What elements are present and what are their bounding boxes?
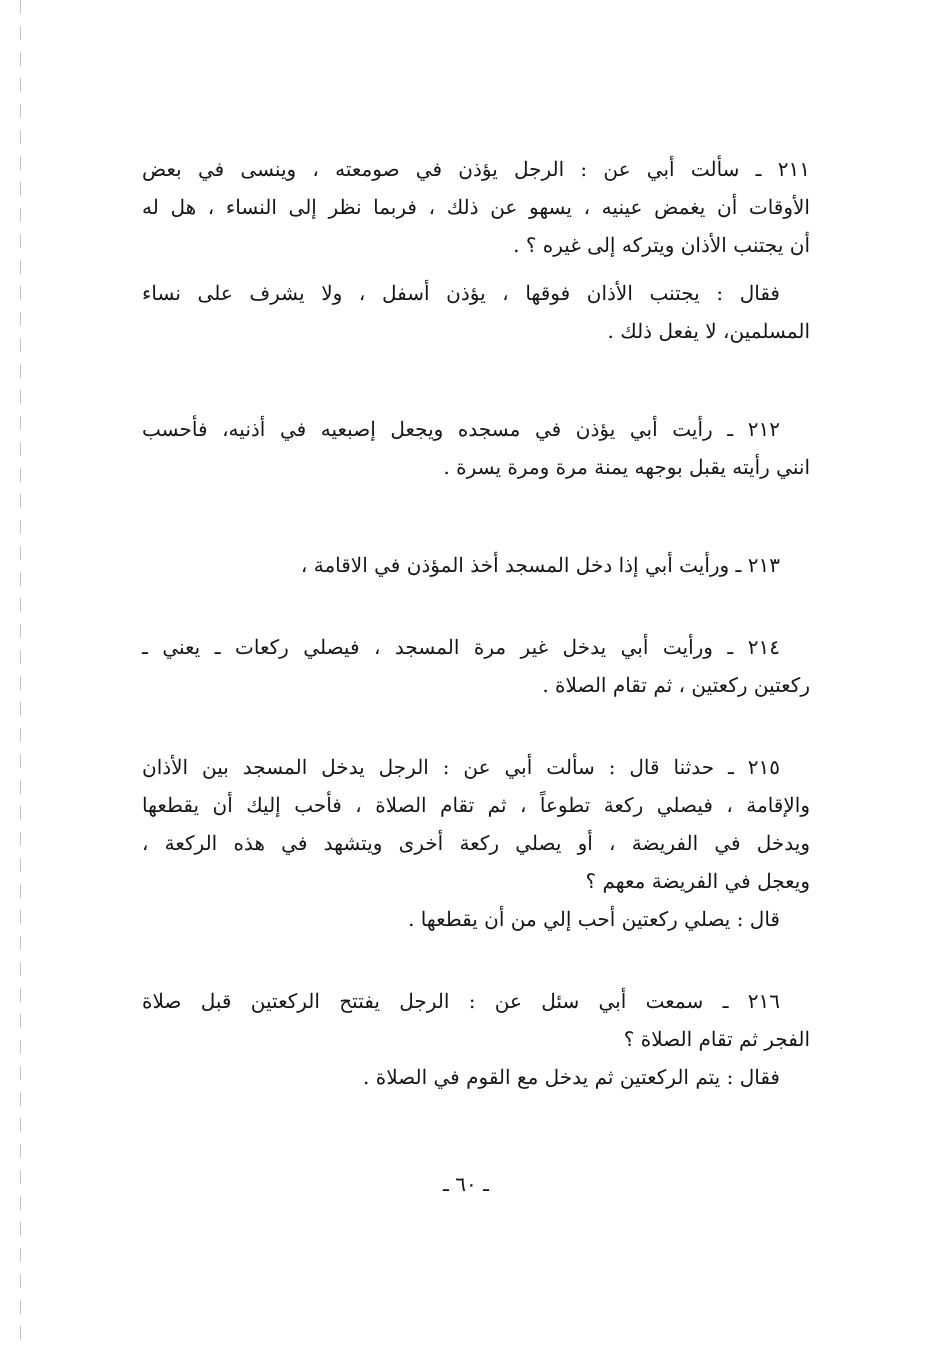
entry-211-answer-line-1: فقال : يجتنب الأذان فوقها ، يؤذن أسفل ، ولا يشرف على نساء (142, 281, 780, 305)
entry-216-line-2: الفجر ثم تقام الصلاة ؟ (623, 1027, 810, 1051)
entry-211-answer (142, 274, 810, 350)
entry-212-line-2: انني رأيته يقبل بوجهه يمنة مرة ومرة يسرة . (443, 455, 810, 479)
entry-212-line-1: ٢١٢ ـ رأيت أبي يؤذن في مسجده ويجعل إصبعيه في أذنيه، فأحسب (142, 417, 780, 441)
entry-215-answer (142, 900, 810, 938)
entry-216-answer-line-1: فقال : يتم الركعتين ثم يدخل مع القوم في الصلاة . (363, 1065, 780, 1089)
entry-215-line-4: ويعجل في الفريضة معهم ؟ (585, 869, 810, 893)
entry-211 (142, 150, 810, 350)
page-number: ـ ٦٠ ـ (443, 1172, 489, 1196)
page-body (142, 150, 810, 1096)
entry-213 (142, 546, 810, 584)
entry-216 (142, 982, 810, 1096)
entry-214-line-2: ركعتين ركعتين ، ثم تقام الصلاة . (542, 673, 810, 697)
entry-211-line-3: أن يجتنب الأذان ويتركه إلى غيره ؟ . (513, 233, 810, 257)
entry-212 (142, 410, 810, 486)
entry-211-line-1: ٢١١ ـ سألت أبي عن : الرجل يؤذن في صومعته ، وينسى في بعض (142, 157, 810, 181)
entry-215-line-1: ٢١٥ ـ حدثنا قال : سألت أبي عن : الرجل يدخل المسجد بين الأذان (142, 755, 780, 779)
scan-margin-line (20, 0, 21, 1350)
entry-216-answer (142, 1058, 810, 1096)
entry-214-line-1: ٢١٤ ـ ورأيت أبي يدخل غير مرة المسجد ، فيصلي ركعات ـ يعني ـ (142, 635, 780, 659)
entry-215-line-3: ويدخل في الفريضة ، أو يصلي ركعة أخرى ويتشهد في هذه الركعة ، (142, 831, 810, 855)
entry-215-line-2: والإقامة ، فيصلي ركعة تطوعاً ، ثم تقام الصلاة ، فأحب إليك أن يقطعها (142, 793, 810, 817)
entry-214 (142, 628, 810, 704)
entry-215-answer-line-1: قال : يصلي ركعتين أحب إلي من أن يقطعها . (408, 907, 780, 931)
entry-211-answer-line-2: المسلمين، لا يفعل ذلك . (607, 319, 810, 343)
entry-211-line-2: الأوقات أن يغمض عينيه ، يسهو عن ذلك ، فربما نظر إلى النساء ، هل له (142, 195, 810, 219)
entry-216-line-1: ٢١٦ ـ سمعت أبي سئل عن : الرجل يفتتح الركعتين قبل صلاة (142, 989, 780, 1013)
entry-215 (142, 748, 810, 938)
entry-213-line-1: ٢١٣ ـ ورأيت أبي إذا دخل المسجد أخذ المؤذن في الاقامة ، (300, 553, 780, 577)
